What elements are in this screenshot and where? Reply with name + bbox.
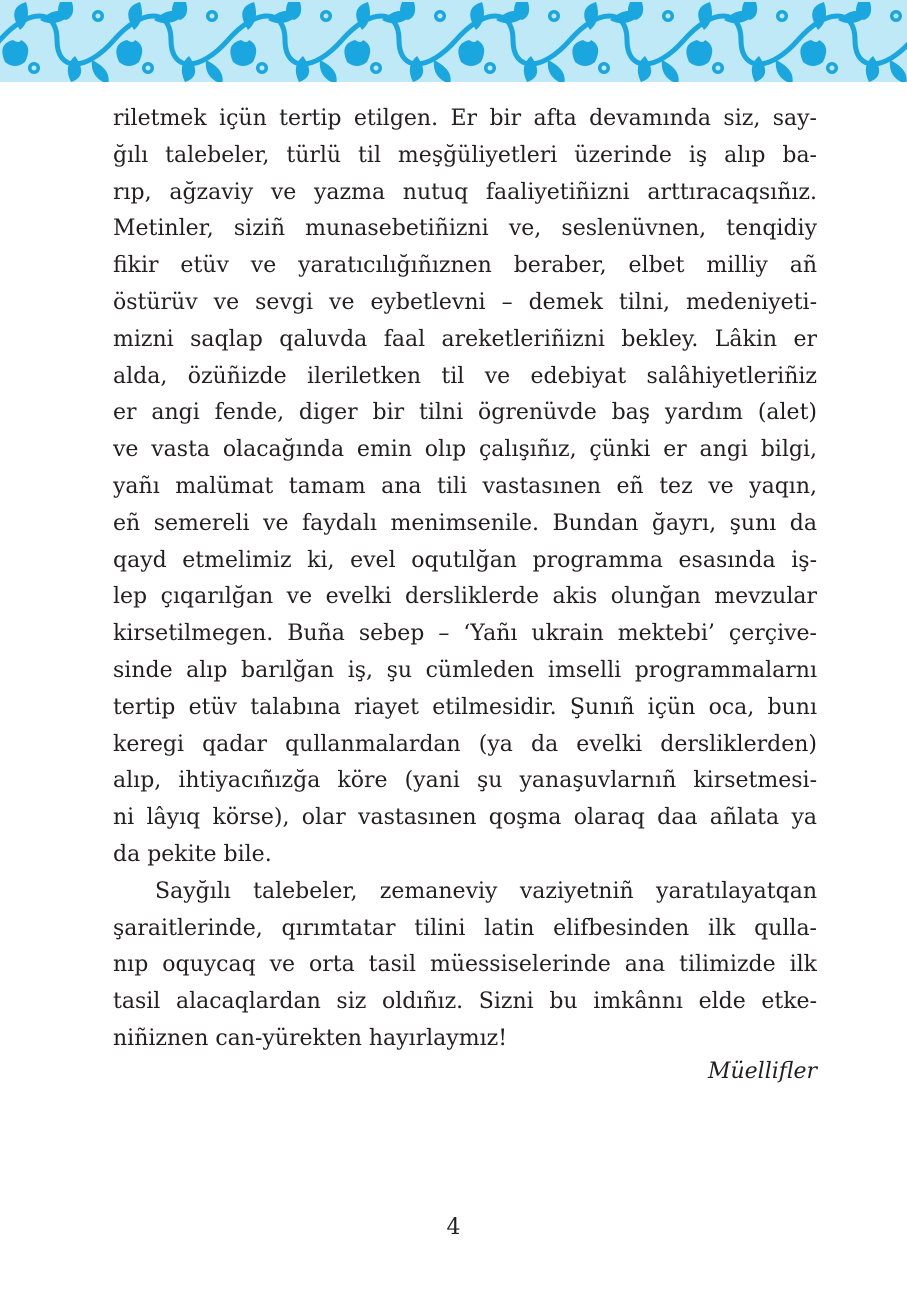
text-line: tasil alacaqlardan siz oldıñız. Sizni bu imkânnı elde etke-	[113, 989, 817, 1015]
floral-header-ornament	[0, 0, 907, 82]
text-line: nıp oquycaq ve orta tasil müessiselerinde ana tilimizde ilk	[113, 952, 817, 978]
text-line: sinde alıp barılğan iş, şu cümleden imselli programmalarnı	[113, 657, 817, 683]
text-line: ve vasta olacağında emin olıp çalışıñız, çünki er angi bilgi,	[113, 437, 817, 463]
body-text	[113, 101, 817, 1058]
text-line: alıp, ihtiyacıñızğa köre (yani şu yanaşuvlarnıñ kirsetmesi-	[113, 768, 817, 794]
text-line: fikir etüv ve yaratıcılığıñıznen beraber, elbet milliy añ	[113, 253, 817, 279]
text-line: yañı malümat tamam ana tili vastasınen eñ tez ve yaqın,	[113, 473, 817, 499]
page-number: 4	[446, 1215, 461, 1240]
text-line: kirsetilmegen. Buña sebep – ‘Yañı ukrain mektebi’ çerçive-	[113, 621, 817, 647]
text-line: Metinler, siziñ munasebetiñizni ve, seslenüvnen, tenqidiy	[113, 216, 817, 242]
paragraph-1	[113, 101, 817, 874]
text-line: da pekite bile.	[113, 841, 272, 867]
signature-authors: Müellifler	[707, 1059, 817, 1084]
text-line: lep çıqarılğan ve evelki dersliklerde akis olunğan mevzular	[113, 584, 817, 610]
text-line: östürüv ve sevgi ve eybetlevni – demek tilni, medeniyeti-	[113, 289, 817, 315]
text-line: rıp, ağzaviy ve yazma nutuq faaliyetiñizni arttıracaqsıñız.	[113, 179, 817, 205]
text-line: riletmek içün tertip etilgen. Er bir afta devamında siz, say-	[113, 106, 817, 131]
text-line: niñiznen can-yürekten hayırlaymız!	[113, 1025, 508, 1051]
text-line: er angi fende, diger bir tilni ögrenüvde baş yardım (alet)	[113, 400, 817, 426]
text-line: tertip etüv talabına riayet etilmesidir. Şunıñ içün oca, bunı	[113, 694, 817, 720]
text-line: mizni saqlap qaluvda faal areketleriñizni bekley. Lâkin er	[113, 326, 817, 352]
floral-pattern-icon	[0, 0, 907, 82]
text-line: alda, özüñizde ileriletken til ve edebiyat salâhiyetleriñiz	[113, 363, 817, 389]
paragraph-2	[113, 874, 817, 1058]
text-line: eñ semereli ve faydalı menimsenile. Bundan ğayrı, şunı da	[113, 510, 817, 536]
text-line: şaraitlerinde, qırımtatar tilini latin elifbesinden ilk qulla-	[113, 915, 817, 941]
text-line: keregi qadar qullanmalardan (ya da evelki dersliklerden)	[113, 731, 817, 757]
text-line: ni lâyıq körse), olar vastasınen qoşma olaraq daa añlata ya	[113, 805, 817, 831]
text-line: Sayğılı talebeler, zemaneviy vaziyetniñ yaratılayatqan	[155, 878, 817, 904]
text-line: qayd etmelimiz ki, evel oqutılğan programma esasında iş-	[113, 547, 817, 573]
text-line: ğılı talebeler, türlü til meşğüliyetleri üzerinde iş alıp ba-	[113, 142, 817, 168]
